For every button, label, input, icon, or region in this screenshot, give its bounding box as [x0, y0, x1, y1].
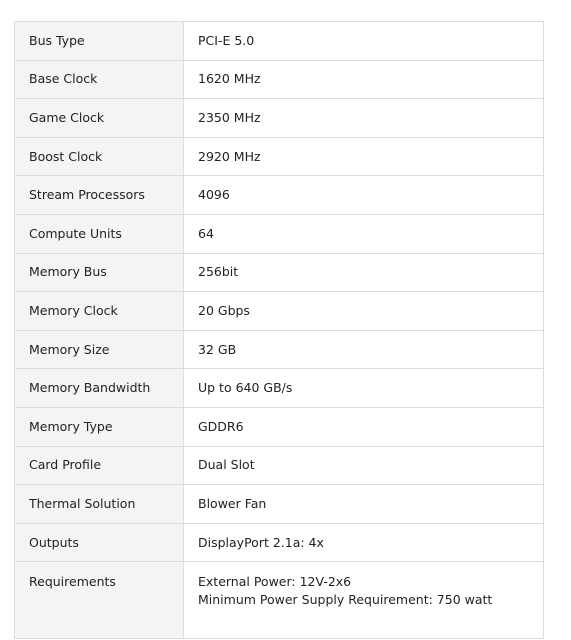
spec-value: Up to 640 GB/s — [184, 369, 544, 408]
spec-label: Card Profile — [15, 446, 184, 485]
spec-value — [184, 562, 544, 639]
spec-row-memory-clock — [15, 292, 544, 331]
spec-label: Base Clock — [15, 60, 184, 99]
spec-table-body — [15, 22, 544, 639]
requirement-external-power: External Power: 12V-2x6 — [198, 574, 352, 590]
spec-value: 2920 MHz — [184, 137, 544, 176]
spec-label: Stream Processors — [15, 176, 184, 215]
spec-row-stream-processors — [15, 176, 544, 215]
spec-value: 32 GB — [184, 330, 544, 369]
spec-label: Requirements — [15, 562, 184, 639]
spec-value: Dual Slot — [184, 446, 544, 485]
spec-label: Memory Bus — [15, 253, 184, 292]
spec-row-boost-clock — [15, 137, 544, 176]
spec-value: 64 — [184, 214, 544, 253]
spec-row-game-clock — [15, 99, 544, 138]
spec-label: Boost Clock — [15, 137, 184, 176]
spec-value: 20 Gbps — [184, 292, 544, 331]
spec-row-outputs — [15, 523, 544, 562]
spec-row-card-profile — [15, 446, 544, 485]
spec-table — [14, 21, 544, 639]
spec-label: Compute Units — [15, 214, 184, 253]
spec-row-bus-type — [15, 22, 544, 61]
spec-row-memory-bus — [15, 253, 544, 292]
spec-row-base-clock — [15, 60, 544, 99]
spec-value: GDDR6 — [184, 407, 544, 446]
spec-label: Bus Type — [15, 22, 184, 61]
spec-row-memory-size — [15, 330, 544, 369]
spec-value: Blower Fan — [184, 485, 544, 524]
spec-label: Memory Clock — [15, 292, 184, 331]
spec-row-compute-units — [15, 214, 544, 253]
spec-value: 256bit — [184, 253, 544, 292]
spec-label: Memory Type — [15, 407, 184, 446]
spec-label: Game Clock — [15, 99, 184, 138]
spec-row-requirements — [15, 562, 544, 639]
spec-label: Outputs — [15, 523, 184, 562]
spec-row-memory-bandwidth — [15, 369, 544, 408]
spec-label: Memory Bandwidth — [15, 369, 184, 408]
spec-value: PCI-E 5.0 — [184, 22, 544, 61]
spec-row-memory-type — [15, 407, 544, 446]
spec-label: Memory Size — [15, 330, 184, 369]
spec-row-thermal-solution — [15, 485, 544, 524]
requirement-min-psu: Minimum Power Supply Requirement: 750 watt — [198, 592, 493, 608]
spec-label: Thermal Solution — [15, 485, 184, 524]
spec-value: DisplayPort 2.1a: 4x — [184, 523, 544, 562]
spec-value: 1620 MHz — [184, 60, 544, 99]
spec-value: 4096 — [184, 176, 544, 215]
spec-value: 2350 MHz — [184, 99, 544, 138]
